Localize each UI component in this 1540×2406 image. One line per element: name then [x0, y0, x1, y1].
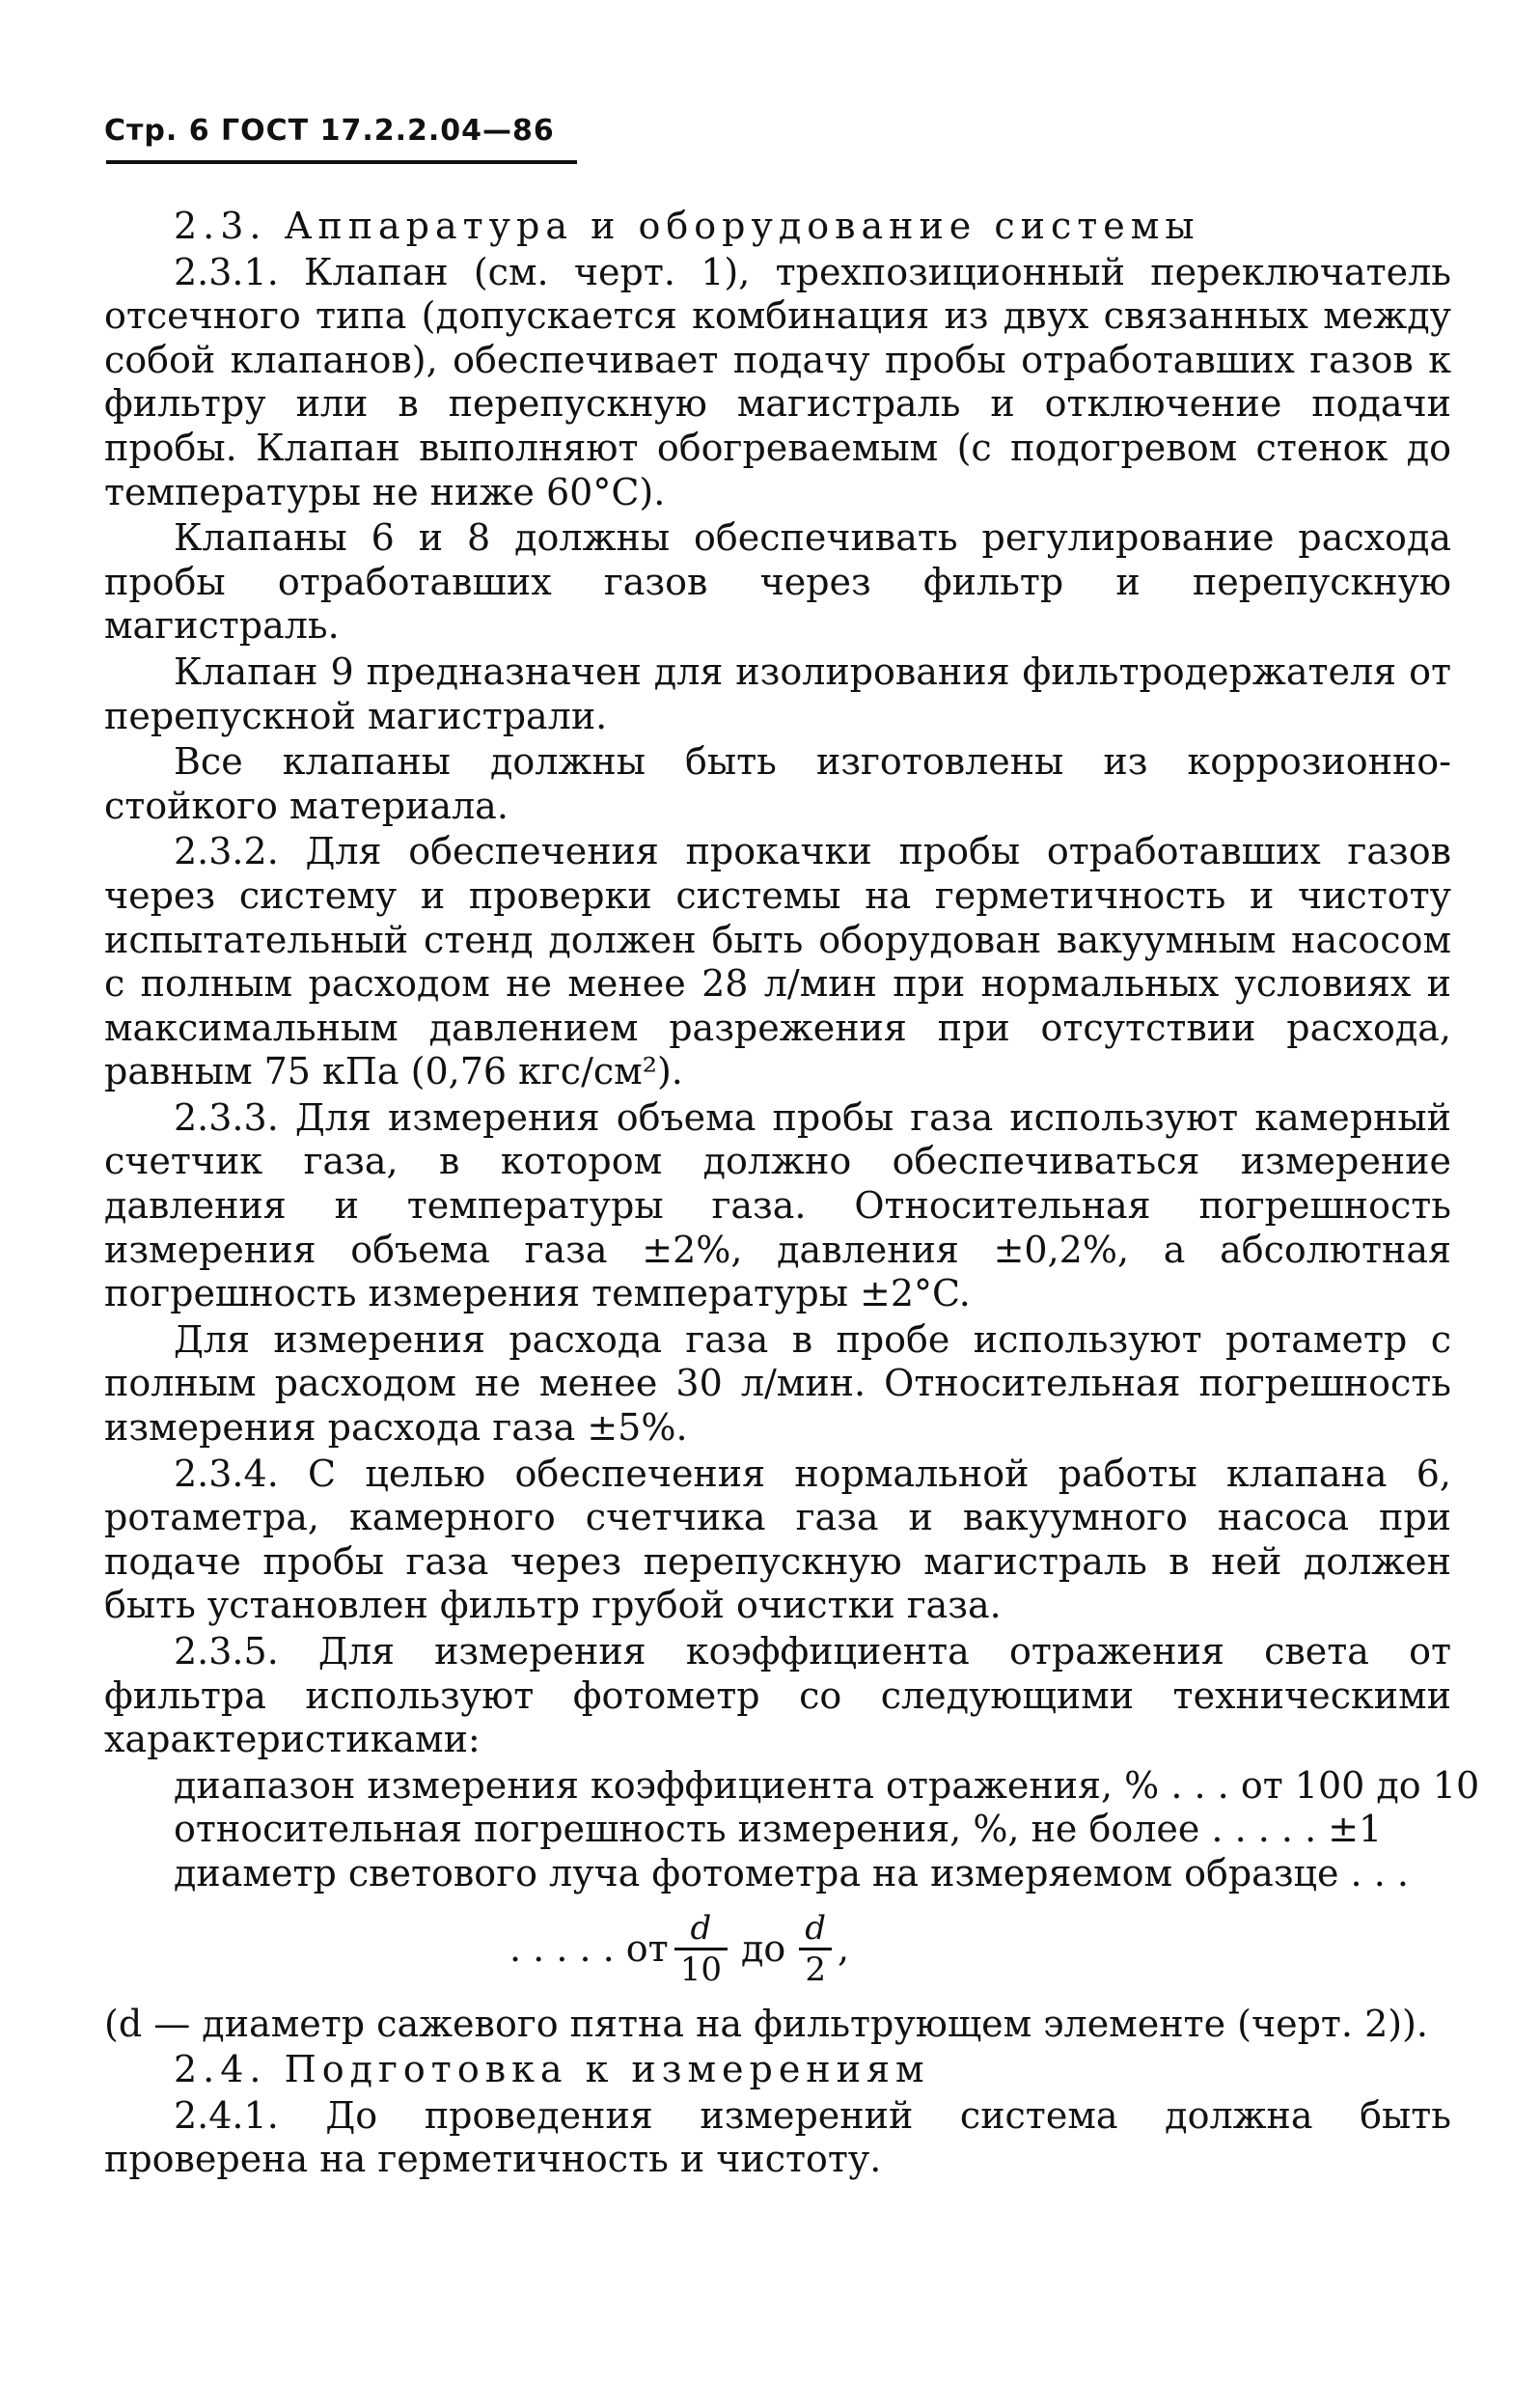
fraction-d-over-2	[799, 1909, 832, 1989]
fraction-denominator: 2	[799, 1948, 832, 1989]
section-heading-2-4: 2.4. Подготовка к измерениям	[174, 2048, 930, 2091]
section-heading-2-3: 2.3. Аппаратура и оборудование системы	[174, 205, 1200, 247]
page-header: Стр. 6 ГОСТ 17.2.2.04—86	[104, 114, 555, 148]
paragraph-valve-9: Клапан 9 предназначен для изолирования фильтродержателя от перепускной магистрали.	[104, 650, 1451, 737]
paragraph-2-3-4: 2.3.4. С целью обеспечения нормальной работы клапана 6, ротаметра, камерного счетчика газа и вакуумного насоса при подаче пробы газа через перепускную магистраль в ней должен быть установлен фильтр грубой очистки газа.	[104, 1452, 1451, 1627]
paragraph-valves-6-8: Клапаны 6 и 8 должны обеспечивать регулирование расхода пробы отработавших газов через фильтр и перепускную магистраль.	[104, 516, 1451, 648]
paragraph-d-definition: (d — диаметр сажевого пятна на фильтрующем элементе (черт. 2)).	[104, 2002, 1428, 2045]
paragraph-all-valves: Все клапаны должны быть изготовлены из коррозионно-стойкого материала.	[104, 740, 1451, 827]
beam-diameter-formula	[104, 1896, 1451, 2003]
fraction-numerator: d	[690, 1909, 712, 1949]
paragraph-2-3-1: 2.3.1. Клапан (см. черт. 1), трехпозиционный переключатель отсечного типа (допускается комбинация из двух связанных между собой клапанов), обеспечивает подачу пробы отработавших газов к фильтру или в перепускную магистраль и отключение подачи пробы. Клапан выполняют обогреваемым (с подогревом стенок до температуры не ниже 60°C).	[104, 250, 1451, 513]
spec-line-beam-diameter: диаметр светового луча фотометра на измеряемом образце . . .	[174, 1851, 1409, 1894]
formula-mid: до	[740, 1926, 786, 1970]
paragraph-2-3-3: 2.3.3. Для измерения объема пробы газа используют камерный счетчик газа, в котором должно обеспечиваться измерение давления и температуры газа. Относительная погрешность измерения объема газа ±2%, давления ±0,2%, а абсолютная погрешность измерения температуры ±2°C.	[104, 1095, 1451, 1315]
formula-lead: . . . . . от	[509, 1926, 669, 1970]
fraction-d-over-10	[674, 1909, 728, 1989]
fraction-numerator: d	[805, 1909, 827, 1949]
formula-tail: ,	[838, 1926, 850, 1970]
paragraph-2-3-5: 2.3.5. Для измерения коэффициента отражения света от фильтра используют фотометр со следующими техническими характеристиками:	[104, 1630, 1451, 1761]
paragraph-2-3-2: 2.3.2. Для обеспечения прокачки пробы отработавших газов через систему и проверки системы на герметичность и чистоту испытательный стенд должен быть оборудован вакуумным насосом с полным расходом не менее 28 л/мин при нормальных условиях и максимальным давлением разрежения при отсутствии расхода, равным 75 кПа (0,76 кгс/см²).	[104, 830, 1451, 1093]
paragraph-rotameter: Для измерения расхода газа в пробе используют ротаметр с полным расходом не менее 30 л/мин. Относительная погрешность измерения расхода газа ±5%.	[104, 1317, 1451, 1450]
header-rule	[106, 160, 577, 164]
spec-line-range: диапазон измерения коэффициента отражения, % . . . от 100 до 10	[174, 1763, 1480, 1807]
paragraph-2-4-1: 2.4.1. До проведения измерений система должна быть проверена на герметичность и чистоту.	[104, 2093, 1451, 2181]
body-text	[104, 205, 1480, 2184]
spec-line-error: относительная погрешность измерения, %, не более . . . . . ±1	[174, 1808, 1383, 1851]
fraction-denominator: 10	[674, 1948, 728, 1989]
